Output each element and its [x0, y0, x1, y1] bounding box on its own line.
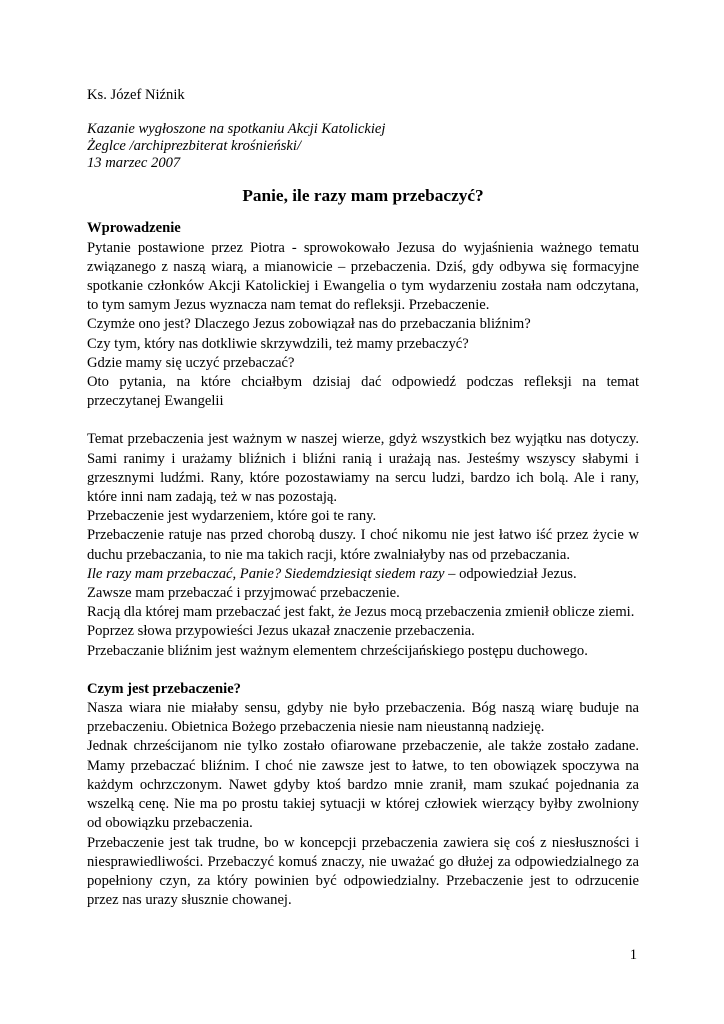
quote-attribution: – odpowiedział Jezus. [444, 565, 577, 582]
paragraph: Temat przebaczenia jest ważnym w naszej wierze, gdyż wszystkich bez wyjątku nas dotyczy. Sami ranimy i urażamy bliźnich i bliźni ranią i urażają nas. Jesteśmy wszyscy słabymi i grzesznymi ludźmi. Rany, które pozostawiamy na sercu ludzi, bardzo ich bolą. Ale i rany, które inni nam zadają, też w nas pozostają. [87, 431, 639, 506]
paragraph: Jednak chrześcijanom nie tylko zostało ofiarowane przebaczenie, ale także zostało zadane. Mamy przebaczać bliźnim. I choć nie zawsze jest to łatwe, to ten obowiązek spoczywa na każdym ochrzczonym. Nawet gdyby ktoś bardzo mnie zranił, mam szukać pojednania za wszelką cenę. Nie ma po prostu takiej sytuacji w której człowiek wierzący byłby zwolniony od obowiązku przebaczenia. [87, 738, 639, 832]
paragraph: Przebaczenie jest wydarzeniem, które goi te rany. [87, 508, 377, 525]
paragraph: Czymże ono jest? Dlaczego Jezus zobowiązał nas do przebaczania bliźnim? [87, 316, 531, 333]
section-heading-introduction: Wprowadzenie [87, 220, 181, 237]
quote-italic: Ile razy mam przebaczać, Panie? Siedemdziesiąt siedem razy [87, 565, 445, 582]
paragraph: Pytanie postawione przez Piotra - sprowokowało Jezusa do wyjaśnienia ważnego tematu związanego z naszą wiarą, a mianowicie – przebaczenia. Dziś, gdy odbywa się formacyjne spotkanie członków Akcji Katolickiej i Ewangelia o tym wydarzeniu została nam odczytana, to tym samym Jezus wyznacza nam temat do refleksji. Przebaczenie. [87, 239, 639, 314]
paragraph: Gdzie mamy się uczyć przebaczać? [87, 354, 295, 371]
section-heading-what-is-forgiveness: Czym jest przebaczenie? [87, 680, 241, 697]
sermon-info [87, 121, 639, 172]
paragraph: Poprzez słowa przypowieści Jezus ukazał znaczenie przebaczenia. [87, 623, 475, 640]
author-line: Ks. Józef Niźnik [87, 87, 185, 103]
paragraph: Zawsze mam przebaczać i przyjmować przebaczenie. [87, 585, 400, 602]
sermon-occasion: Kazanie wygłoszone na spotkaniu Akcji Katolickiej [87, 121, 386, 138]
paragraph: Racją dla której mam przebaczać jest fakt, że Jezus mocą przebaczenia zmienił oblicze ziemi. [87, 604, 635, 621]
paragraph: Nasza wiara nie miałaby sensu, gdyby nie było przebaczenia. Bóg naszą wiarę buduje na przebaczeniu. Obietnica Bożego przebaczenia niesie nam nieustanną nadzieję. [87, 700, 639, 736]
sermon-date: 13 marzec 2007 [87, 155, 181, 172]
paragraph: Czy tym, który nas dotkliwie skrzywdzili, też mamy przebaczyć? [87, 335, 469, 352]
document-title: Panie, ile razy mam przebaczyć? [242, 186, 484, 206]
quote-paragraph [87, 565, 639, 584]
paragraph: Przebaczanie bliźnim jest ważnym elementem chrześcijańskiego postępu duchowego. [87, 642, 588, 659]
sermon-place: Żeglce /archiprezbiterat krośnieński/ [87, 138, 302, 155]
paragraph: Oto pytania, na które chciałbym dzisiaj dać odpowiedź podczas refleksji na temat przeczytanej Ewangelii [87, 374, 639, 410]
page-number: 1 [629, 947, 637, 963]
paragraph: Przebaczenie ratuje nas przed chorobą duszy. I choć nikomu nie jest łatwo iść przez życie w duchu przebaczania, to nie ma takich racji, które zwalniałyby nas od przebaczania. [87, 527, 639, 563]
paragraph: Przebaczenie jest tak trudne, bo w koncepcji przebaczenia zawiera się coś z niesłuszności i niesprawiedliwości. Przebaczyć komuś znaczy, nie uważać go dłużej za odpowiedzialnego za popełniony czyn, za który powinien być odpowiedzialny. Przebaczenie jest to odrzucenie przez nas urazy słusznie chowanej. [87, 834, 639, 909]
